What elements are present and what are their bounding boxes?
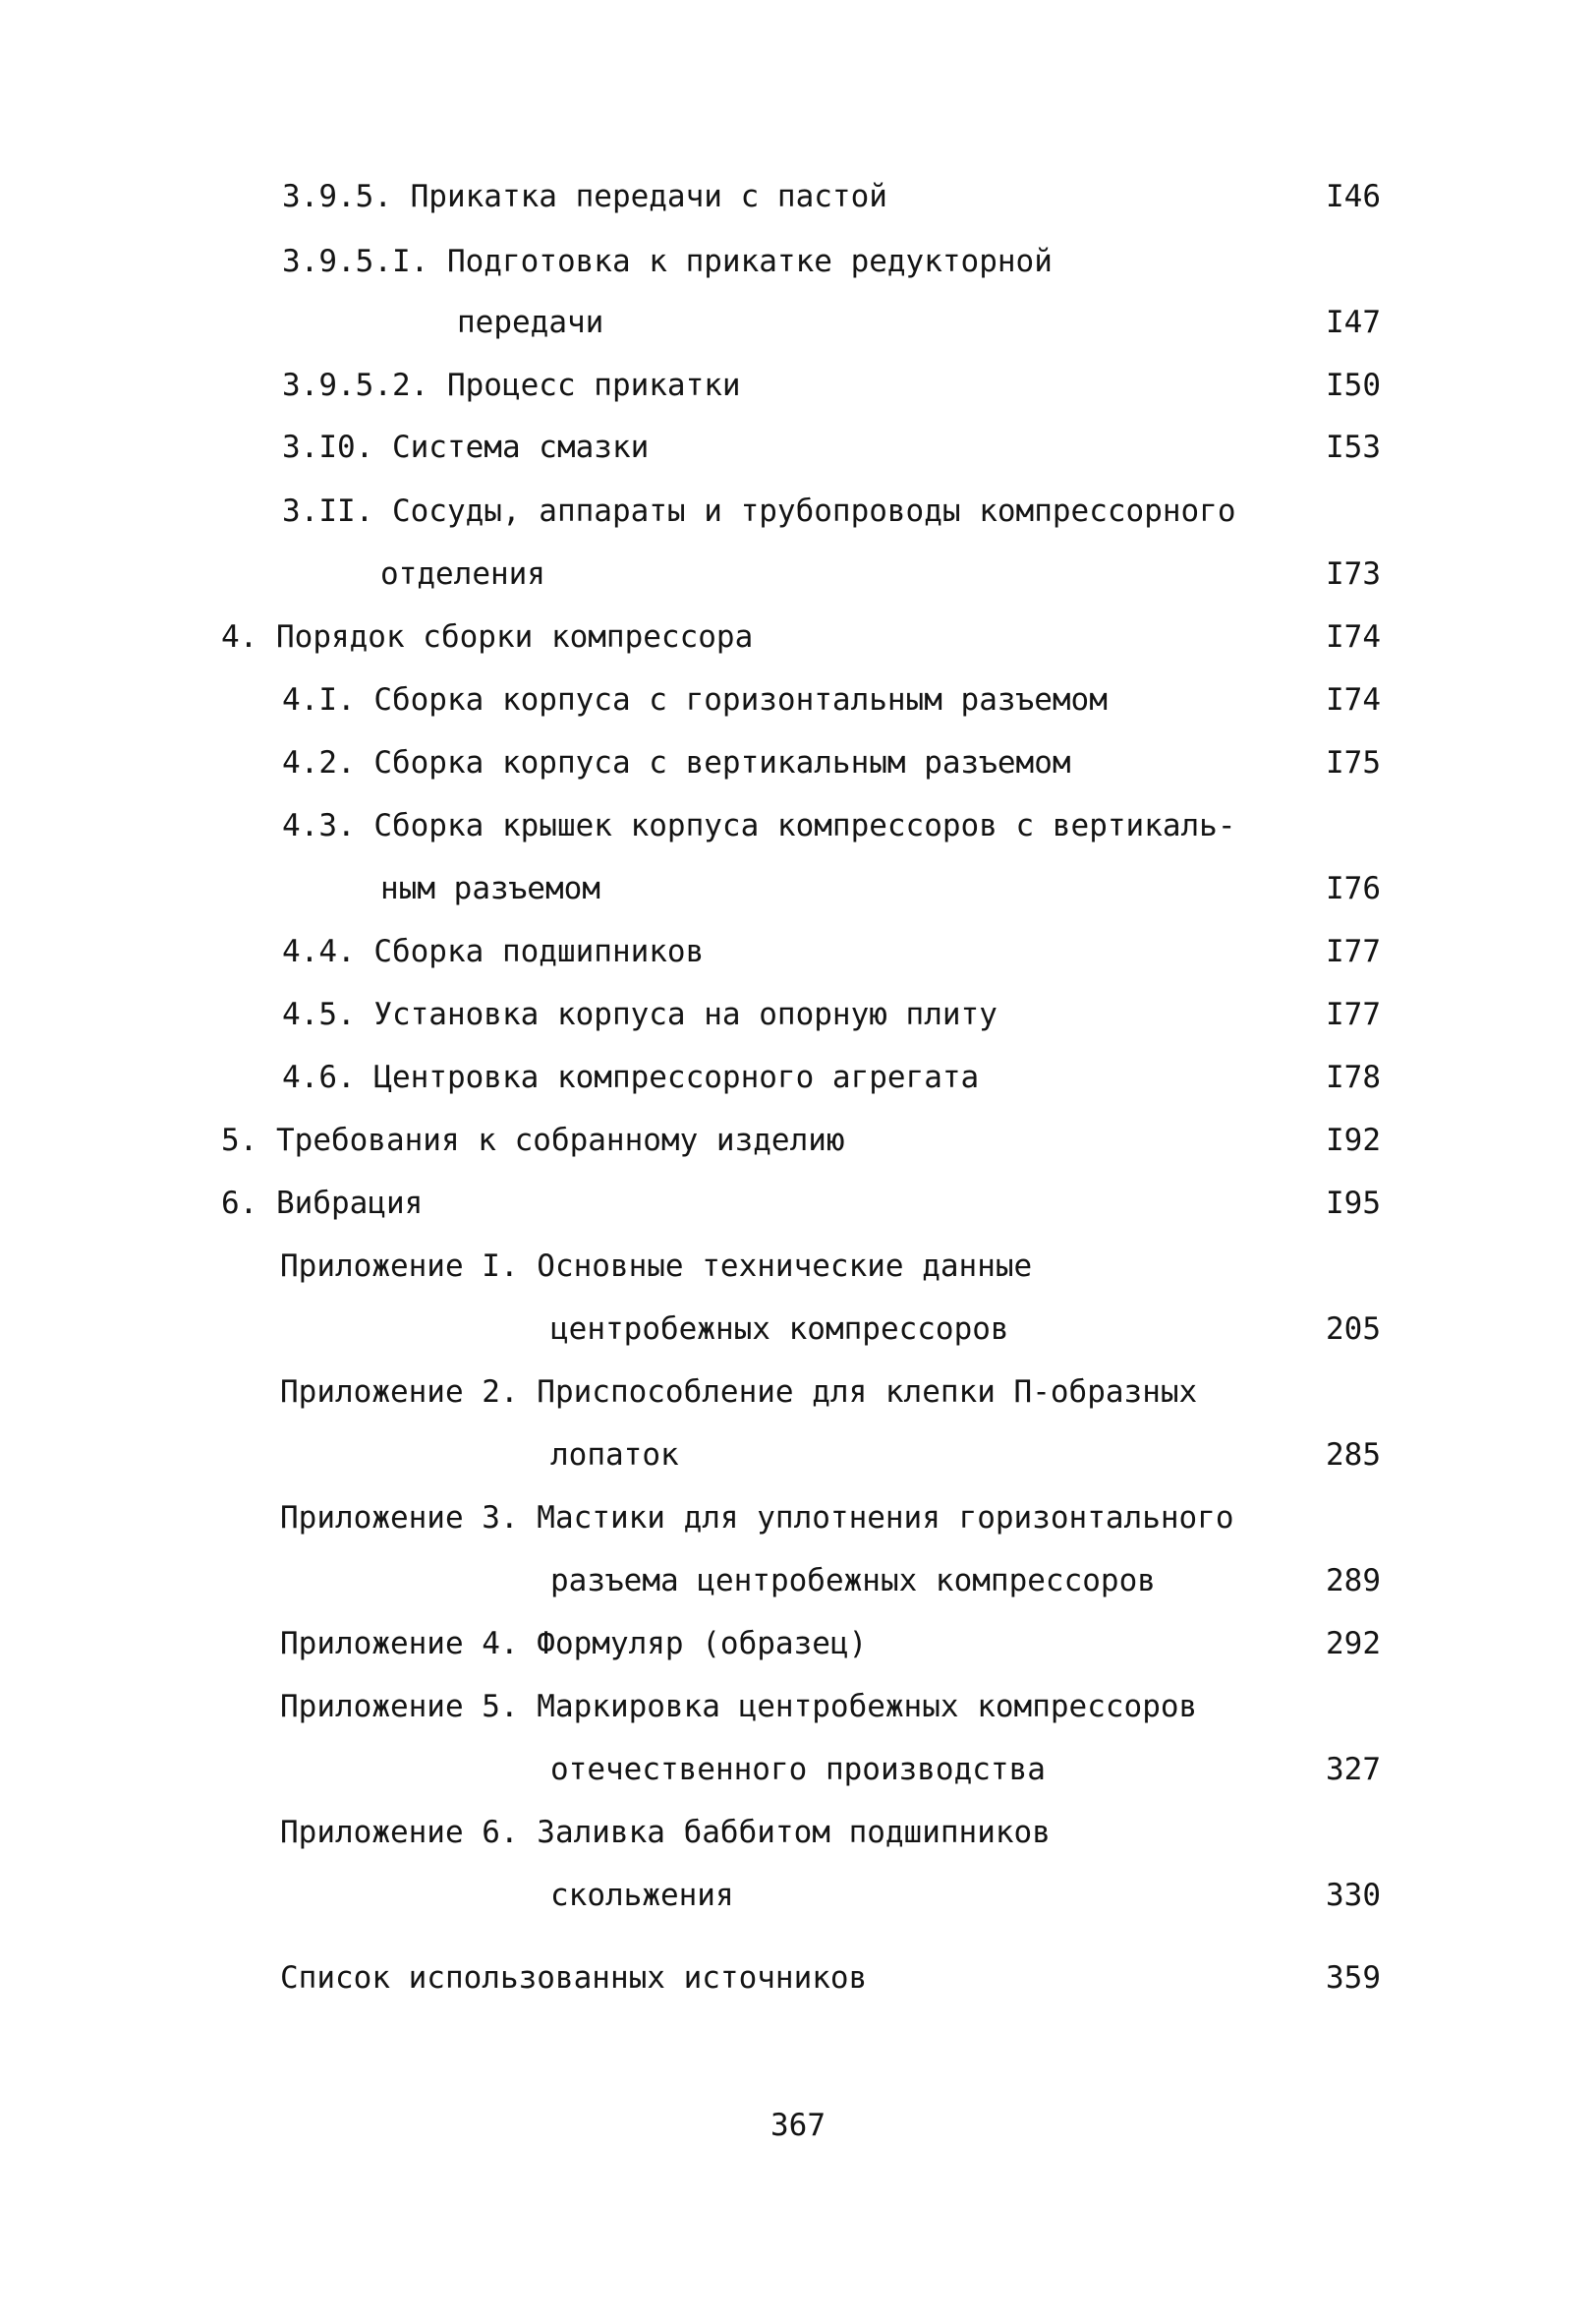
toc-page-appendix-5: 327 xyxy=(1326,1752,1381,1787)
toc-entry-3-11: 3.II. Сосуды, аппараты и трубопроводы компрессорного xyxy=(282,493,1236,529)
toc-page-4: I74 xyxy=(1326,619,1381,655)
toc-entry-5: 5. Требования к собранному изделию xyxy=(221,1123,845,1158)
toc-page-3-9-5-1: I47 xyxy=(1326,305,1381,340)
toc-entry-4-5: 4.5. Установка корпуса на опорную плиту xyxy=(282,997,998,1032)
toc-entry-appendix-1-cont: центробежных компрессоров xyxy=(550,1311,1009,1347)
toc-entry-4-1: 4.I. Сборка корпуса с горизонтальным разъемом xyxy=(282,682,1108,718)
toc-entry-4-6: 4.6. Центровка компрессорного агрегата xyxy=(282,1060,980,1095)
toc-entry-3-11-cont: отделения xyxy=(380,556,545,592)
toc-page-appendix-2: 285 xyxy=(1326,1437,1381,1473)
toc-entry-3-9-5-1: 3.9.5.I. Подготовка к прикатке редукторной xyxy=(282,244,1053,279)
toc-page-3-9-5: I46 xyxy=(1326,179,1381,214)
toc-entry-appendix-3: Приложение 3. Мастики для уплотнения горизонтального xyxy=(280,1500,1234,1536)
toc-page-references: 359 xyxy=(1326,1960,1381,1996)
toc-page-3-9-5-2: I50 xyxy=(1326,368,1381,403)
toc-entry-appendix-5-cont: отечественного производства xyxy=(550,1752,1046,1787)
toc-entry-3-9-5-1-cont: передачи xyxy=(457,305,604,340)
toc-entry-4-3: 4.3. Сборка крышек корпуса компрессоров с вертикаль- xyxy=(282,808,1236,843)
toc-entry-references: Список использованных источников xyxy=(280,1960,868,1996)
page-number: 367 xyxy=(770,2108,826,2143)
toc-entry-4-4: 4.4. Сборка подшипников xyxy=(282,934,705,969)
toc-entry-appendix-6-cont: скольжения xyxy=(550,1878,734,1913)
toc-page-appendix-4: 292 xyxy=(1326,1626,1381,1661)
toc-page-4-1: I74 xyxy=(1326,682,1381,718)
toc-entry-appendix-4: Приложение 4. Формуляр (образец) xyxy=(280,1626,868,1661)
toc-entry-appendix-3-cont: разъема центробежных компрессоров xyxy=(550,1563,1156,1598)
toc-page-appendix-1: 205 xyxy=(1326,1311,1381,1347)
toc-entry-appendix-2: Приложение 2. Приспособление для клепки П-образных xyxy=(280,1374,1198,1410)
toc-page-6: I95 xyxy=(1326,1186,1381,1221)
toc-entry-6: 6. Вибрация xyxy=(221,1186,424,1221)
toc-page-appendix-3: 289 xyxy=(1326,1563,1381,1598)
toc-entry-3-10: 3.I0. Система смазки xyxy=(282,430,650,465)
toc-page-4-6: I78 xyxy=(1326,1060,1381,1095)
toc-page-3-10: I53 xyxy=(1326,430,1381,465)
toc-entry-appendix-6: Приложение 6. Заливка баббитом подшипников xyxy=(280,1815,1051,1850)
toc-entry-4-2: 4.2. Сборка корпуса с вертикальным разъемом xyxy=(282,745,1071,781)
toc-entry-4: 4. Порядок сборки компрессора xyxy=(221,619,754,655)
toc-entry-appendix-5: Приложение 5. Маркировка центробежных компрессоров xyxy=(280,1689,1198,1724)
toc-page-4-5: I77 xyxy=(1326,997,1381,1032)
toc-entry-appendix-1: Приложение I. Основные технические данные xyxy=(280,1248,1033,1284)
toc-page-4-2: I75 xyxy=(1326,745,1381,781)
toc-entry-4-3-cont: ным разъемом xyxy=(380,871,600,906)
toc-page-5: I92 xyxy=(1326,1123,1381,1158)
toc-page-4-4: I77 xyxy=(1326,934,1381,969)
toc-page-3-11: I73 xyxy=(1326,556,1381,592)
toc-entry-appendix-2-cont: лопаток xyxy=(550,1437,679,1473)
toc-page-4-3: I76 xyxy=(1326,871,1381,906)
toc-entry-3-9-5: 3.9.5. Прикатка передачи с пастой xyxy=(282,179,887,214)
toc-entry-3-9-5-2: 3.9.5.2. Процесс прикатки xyxy=(282,368,741,403)
toc-page-appendix-6: 330 xyxy=(1326,1878,1381,1913)
